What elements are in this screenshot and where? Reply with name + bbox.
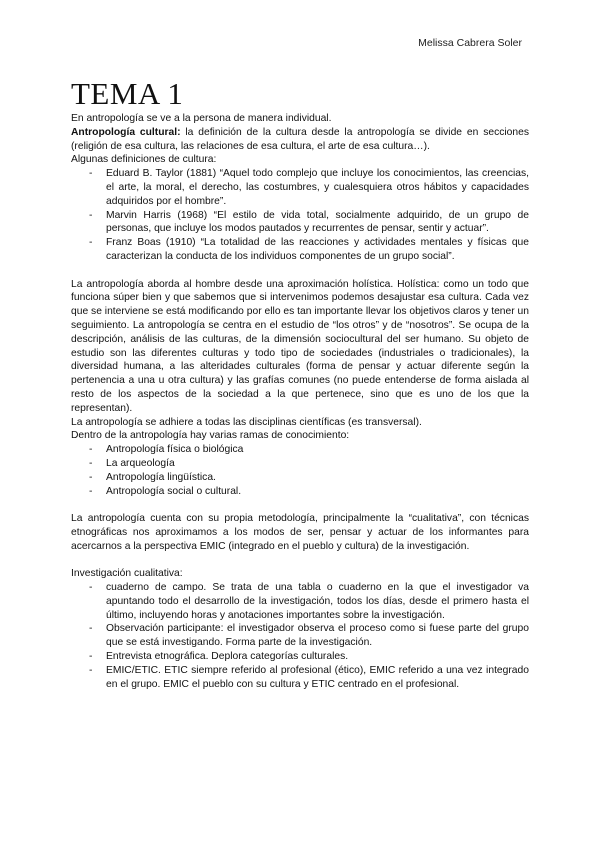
transversal-paragraph: La antropología se adhiere a todas las disciplinas científicas (es transversal). bbox=[71, 416, 422, 428]
list-item: - cuaderno de campo. Se trata de una tabla o cuaderno en la que el investigador va apuntando todo el desarrollo de la investigación, todos los días, desde el primero hasta el último, incluyendo horas y anotaciones importantes sobre la investigación. bbox=[106, 581, 529, 622]
definitions-list bbox=[71, 167, 529, 264]
qualitative-list bbox=[71, 581, 529, 691]
list-item: - Observación participante: el investigador observa el proceso como si fuese parte del grupo que se está investigando. Forma parte de la investigación. bbox=[106, 622, 529, 650]
list-item: - Antropología física o biológica bbox=[106, 443, 529, 457]
page-title: TEMA 1 bbox=[71, 76, 184, 111]
cultural-anthropology-paragraph bbox=[71, 126, 529, 154]
list-item: - Entrevista etnográfica. Deplora categorías culturales. bbox=[106, 650, 529, 664]
list-item: - EMIC/ETIC. ETIC siempre referido al profesional (ético), EMIC referido a una vez integrado en el grupo. EMIC el pueblo con su cultura y ETIC centrado en el profesional. bbox=[106, 664, 529, 692]
branches-list bbox=[71, 443, 529, 498]
intro-paragraph: En antropología se ve a la persona de manera individual. bbox=[71, 113, 332, 124]
spacer bbox=[71, 498, 529, 512]
spacer bbox=[71, 554, 529, 568]
definitions-intro: Algunas definiciones de cultura: bbox=[71, 154, 217, 166]
list-item: - Franz Boas (1910) “La totalidad de las reacciones y actividades mentales y físicas que caracterizan la conducta de los individuos componentes de un grupo social”. bbox=[106, 236, 529, 264]
cultural-anthropology-term: Antropología cultural: bbox=[71, 126, 181, 138]
qualitative-heading: Investigación cualitativa: bbox=[71, 568, 183, 580]
author-name: Melissa Cabrera Soler bbox=[418, 37, 522, 49]
list-item: - Marvin Harris (1968) “El estilo de vida total, socialmente adquirido, de un grupo de personas, que incluye los modos pautados y recurrentes de pensar, sentir y actuar”. bbox=[106, 209, 529, 237]
list-item: - Eduard B. Taylor (1881) “Aquel todo complejo que incluye los conocimientos, las creencias, el arte, la moral, el derecho, las costumbres, y cualesquiera otros hábitos y capacidades adquiridos por el hombre”. bbox=[106, 167, 529, 208]
list-item: - Antropología lingüística. bbox=[106, 471, 529, 485]
branches-intro: Dentro de la antropología hay varias ramas de conocimiento: bbox=[71, 430, 350, 442]
document-body bbox=[71, 112, 529, 691]
list-item: - La arqueología bbox=[106, 457, 529, 471]
spacer bbox=[71, 264, 529, 278]
holistic-paragraph: La antropología aborda al hombre desde una aproximación holística. Holística: como un todo que funciona súper bien y que sabemos que si intervenimos podemos desajustar esa cultura. Cada vez que se interviene se está modificando por ello es tan importante llevar los objetivos claros y tener un seguimiento. La antropología se centra en el estudio de “los otros” y de “nosotros”. Se ocupa de la descripción, análisis de las culturas, de la dimensión sociocultural del ser humano. Su objeto de estudio son las diferentes culturas y todo tipo de sociedades (industriales o tradicionales), la diversidad humana, a las alteridades culturales (forma de pensar y actuar diferente según la pertenencia a una u otra cultura) y las grafías comunes (no puede entenderse de forma aislada al resto de los aspectos de la sociedad a la que pertenece, sino que es uno de los que la representan). bbox=[71, 278, 529, 414]
methodology-paragraph: La antropología cuenta con su propia metodología, principalmente la “cualitativa”, con técnicas etnográficas nos aproximamos a los modos de ser, pensar y actuar de los informantes para acercarnos a la perspectiva EMIC (integrado en el pueblo y cultura) de la investigación. bbox=[71, 513, 529, 552]
list-item: - Antropología social o cultural. bbox=[106, 485, 529, 499]
cultural-anthropology-definition: la definición de la cultura desde la antropología se divide en secciones (religión de esa cultura, las relaciones de esa cultura, el arte de esa cultura…). bbox=[71, 126, 529, 152]
